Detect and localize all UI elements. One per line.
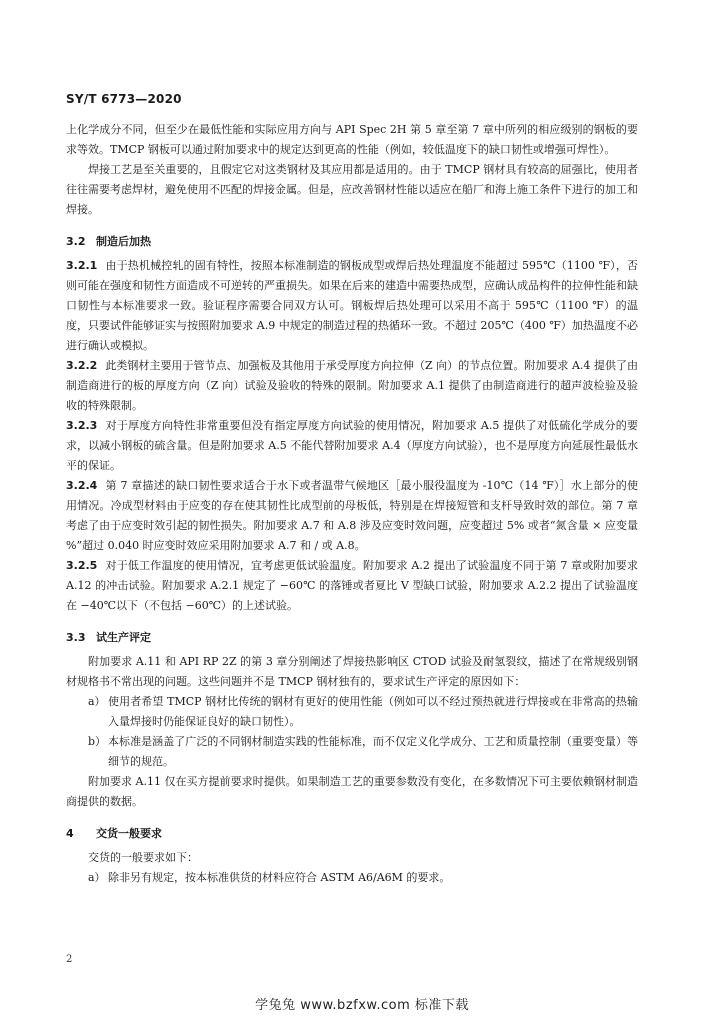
paragraph-continuation: 上化学成分不同，但至少在最低性能和实际应用方向与 API Spec 2H 第 5 章至第 7 章中所列的相应级别的钢板的要求等效。TMCP 钢板可以通过附加要求中的规定达到更高的性能（例如，较低温度下的缺口韧性或增强可焊性）。 [66,123,638,156]
clause-3-2-2 [66,356,638,416]
list-text: 使用者希望 TMCP 钢材比传统的钢材有更好的使用性能（例如可以不经过预热就进行焊接或在非常高的热输入量焊接时仍能保证良好的缺口韧性）。 [108,695,638,728]
clause-number: 3.2.4 [66,479,98,492]
list-item-b [66,732,638,772]
paragraph-4-intro: 交货的一般要求如下： [88,851,198,864]
section-title: 制造后加热 [96,235,151,248]
page-body [66,120,638,888]
clause-number: 3.2.2 [66,359,98,372]
clause-number: 3.2.5 [66,559,98,572]
clause-text: 此类钢材主要用于管节点、加强板及其他用于承受厚度方向拉伸（Z 向）的节点位置。附加要求 A.4 提供了由制造商进行的板的厚度方向（Z 向）试验及验收的特殊的限制。附加要求 A.1 提供了由制造商进行的超声波检验及验收的特殊限制。 [66,359,638,412]
section-heading-3-2 [66,232,638,252]
section-number: 4 [66,827,74,840]
list-text: 除非另有规定，按本标准供货的材料应符合 ASTM A6/A6M 的要求。 [108,871,451,884]
clause-number: 3.2.1 [66,259,98,272]
section-title: 交货一般要求 [96,827,162,840]
section-number: 3.3 [66,631,86,644]
section-heading-4 [66,824,638,844]
clause-text: 对于厚度方向特性非常重要但没有指定厚度方向试验的使用情况，附加要求 A.5 提供了对低硫化学成分的要求，以减小钢板的硫含量。但是附加要求 A.5 不能代替附加要求 A.4（厚度方向试验），也不是厚度方向延展性最低水平的保证。 [66,419,638,472]
list-text: 本标准是涵盖了广泛的不同钢材制造实践的性能标准，而不仅定义化学成分、工艺和质量控制（重要变量）等细节的规范。 [108,735,638,768]
list-marker: a） [88,695,106,708]
clause-3-2-5 [66,556,638,616]
clause-text: 对于低工作温度的使用情况，宜考虑更低试验温度。附加要求 A.2 提出了试验温度不同于第 7 章或附加要求 A.12 的冲击试验。附加要求 A.2.1 规定了 −60℃ 的落锤或者夏比 V 型缺口试验，附加要求 A.2.2 提出了试验温度在 −40℃以下（不包括 −60℃）的上述试验。 [66,559,638,612]
page-number: 2 [66,954,73,965]
paragraph-welding: 焊接工艺是至关重要的，且假定它对这类钢材及其应用都是适用的。由于 TMCP 钢材具有较高的屈强比，使用者往往需要考虑焊材，避免使用不匹配的焊接金属。但是，应改善钢材性能以适应在船厂和海上施工条件下进行的加工和焊接。 [66,163,638,216]
paragraph-3-3-intro: 附加要求 A.11 和 API RP 2Z 的第 3 章分别阐述了焊接热影响区 CTOD 试验及耐氢裂纹，描述了在常规级别钢材规格书不常出现的问题。这些问题并不是 TMCP 钢材独有的，要求试生产评定的原因如下： [66,655,638,688]
site-watermark: 学兔兔 www.bzfxw.com 标准下载 [255,998,469,1013]
list-item-a [66,868,638,888]
clause-3-2-3 [66,416,638,476]
section-title: 试生产评定 [96,631,151,644]
clause-text: 由于热机械控轧的固有特性，按照本标准制造的钢板成型或焊后热处理温度不能超过 595℃（1100 ℉），否则可能在强度和韧性方面造成不可逆转的严重损失。如果在后来的建造中需要热成型，应确认成品构件的拉伸性能和缺口韧性与本标准要求一致。验证程序需要合同双方认可。钢板焊后热处理可以采用不高于 595℃（1100 ℉）的温度，只要试件能够证实与按照附加要求 A.9 中规定的制造过程的热循环一致。不超过 205℃（400 ℉）加热温度不必进行确认或模拟。 [66,259,638,352]
document-code: SY/T 6773—2020 [66,92,182,106]
list-marker: a） [88,871,106,884]
section-number: 3.2 [66,235,86,248]
list-item-a [66,692,638,732]
paragraph-3-3-outro: 附加要求 A.11 仅在买方提前要求时提供。如果制造工艺的重要参数没有变化，在多数情况下可主要依赖钢材制造商提供的数据。 [66,775,638,808]
clause-3-2-1 [66,256,638,356]
clause-3-2-4 [66,476,638,556]
clause-number: 3.2.3 [66,419,98,432]
list-marker: b） [88,735,107,748]
section-heading-3-3 [66,628,638,648]
clause-text: 第 7 章描述的缺口韧性要求适合于水下或者温带气候地区［最小服役温度为 -10℃（14 ℉）］水上部分的使用情况。冷成型材料由于应变的存在使其韧性比成型前的母板低，特别是在焊接短管和支杆导致时效的部位。第 7 章考虑了由于应变时效引起的韧性损失。附加要求 A.7 和 A.8 涉及应变时效问题，应变超过 5% 或者“氮含量 × 应变量 %”超过 0.040 时应变时效应采用附加要求 A.7 和 / 或 A.8。 [66,479,638,552]
